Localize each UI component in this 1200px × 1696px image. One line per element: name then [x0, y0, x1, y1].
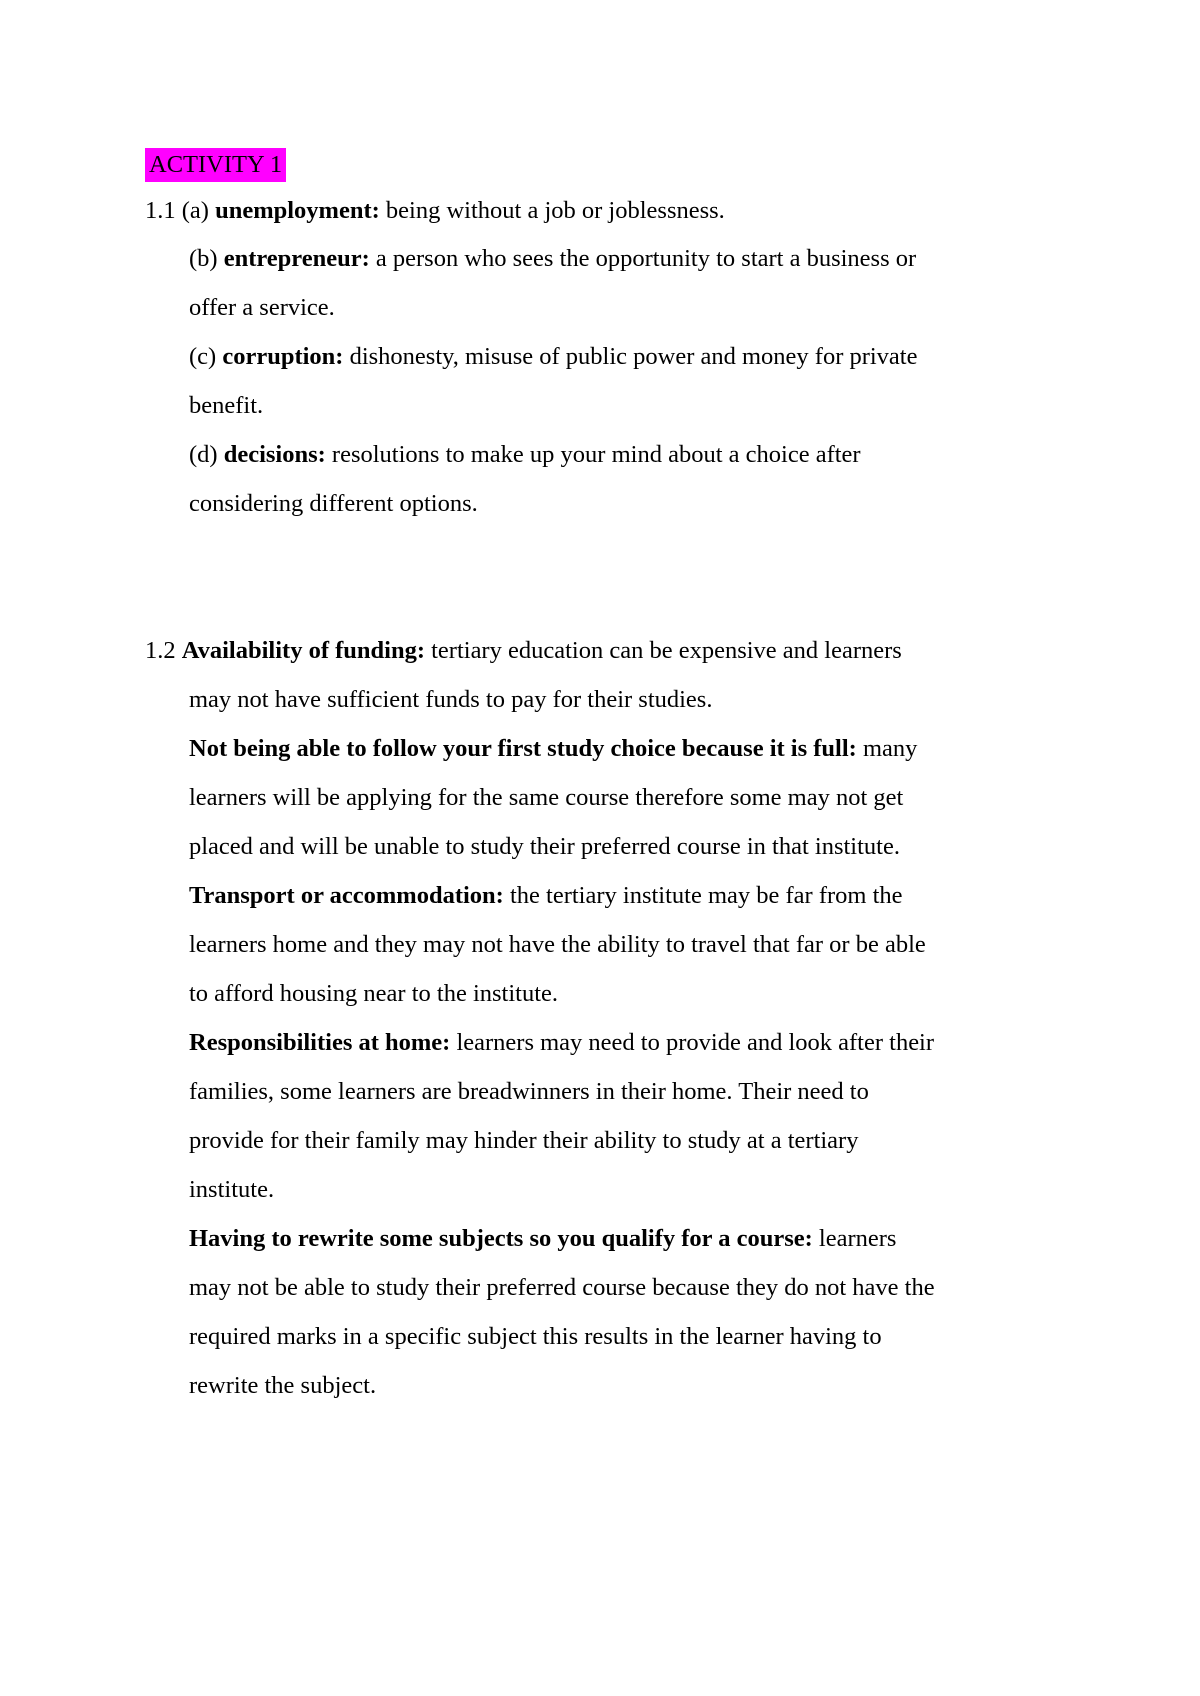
definition-line: dishonesty, misuse of public power and money for private [349, 343, 918, 370]
item-letter: (c) [189, 343, 217, 370]
section-number: 1.1 [145, 197, 176, 224]
definition-line: being without a job or joblessness. [385, 197, 725, 224]
definition-line: rewrite the subject. [189, 1372, 377, 1399]
item-1-1-b [189, 244, 916, 274]
definition-line: benefit. [189, 392, 264, 419]
heading-text: ACTIVITY 1 [149, 151, 283, 178]
definition-line: offer a service. [189, 294, 335, 321]
definition-line: considering different options. [189, 490, 478, 517]
item-1-2-transport [189, 881, 903, 911]
term: Not being able to follow your first study choice because it is full: [189, 735, 857, 762]
definition-line: required marks in a specific subject this results in the learner having to [189, 1323, 882, 1350]
item-letter: (a) [181, 197, 209, 224]
activity-heading [145, 148, 286, 182]
item-1-1-c [189, 342, 918, 372]
item-1-1-d [189, 440, 861, 470]
item-1-2-funding [145, 636, 902, 666]
term: Having to rewrite some subjects so you qualify for a course: [189, 1225, 813, 1252]
item-1-2-rewrite [189, 1224, 896, 1254]
definition-line: families, some learners are breadwinners in their home. Their need to [189, 1078, 869, 1105]
definition-line: many [862, 735, 918, 762]
definition-line: provide for their family may hinder their ability to study at a tertiary [189, 1127, 859, 1154]
term: Transport or accommodation: [189, 882, 504, 909]
definition-line: institute. [189, 1176, 275, 1203]
definition-line: learners may need to provide and look after their [456, 1029, 935, 1056]
item-letter: (d) [189, 441, 218, 468]
definition-line: to afford housing near to the institute. [189, 980, 559, 1007]
term: decisions: [223, 441, 326, 468]
term: corruption: [222, 343, 344, 370]
definition-line: tertiary education can be expensive and learners [431, 637, 902, 664]
definition-line: placed and will be unable to study their preferred course in that institute. [189, 833, 900, 860]
term: entrepreneur: [223, 245, 370, 272]
item-1-1-a [145, 196, 725, 226]
definition-line: resolutions to make up your mind about a choice after [331, 441, 861, 468]
definition-line: a person who sees the opportunity to start a business or [375, 245, 917, 272]
definition-line: learners will be applying for the same course therefore some may not get [189, 784, 904, 811]
item-1-2-responsibilities [189, 1028, 934, 1058]
term: unemployment: [215, 197, 380, 224]
definition-line: learners home and they may not have the ability to travel that far or be able [189, 931, 926, 958]
definition-line: may not have sufficient funds to pay for their studies. [189, 686, 713, 713]
definition-line: the tertiary institute may be far from the [509, 882, 903, 909]
term: Availability of funding: [181, 637, 425, 664]
section-number: 1.2 [145, 637, 176, 664]
definition-line: may not be able to study their preferred course because they do not have the [189, 1274, 935, 1301]
term: Responsibilities at home: [189, 1029, 451, 1056]
definition-line: learners [818, 1225, 897, 1252]
item-letter: (b) [189, 245, 218, 272]
item-1-2-study-choice [189, 734, 917, 764]
